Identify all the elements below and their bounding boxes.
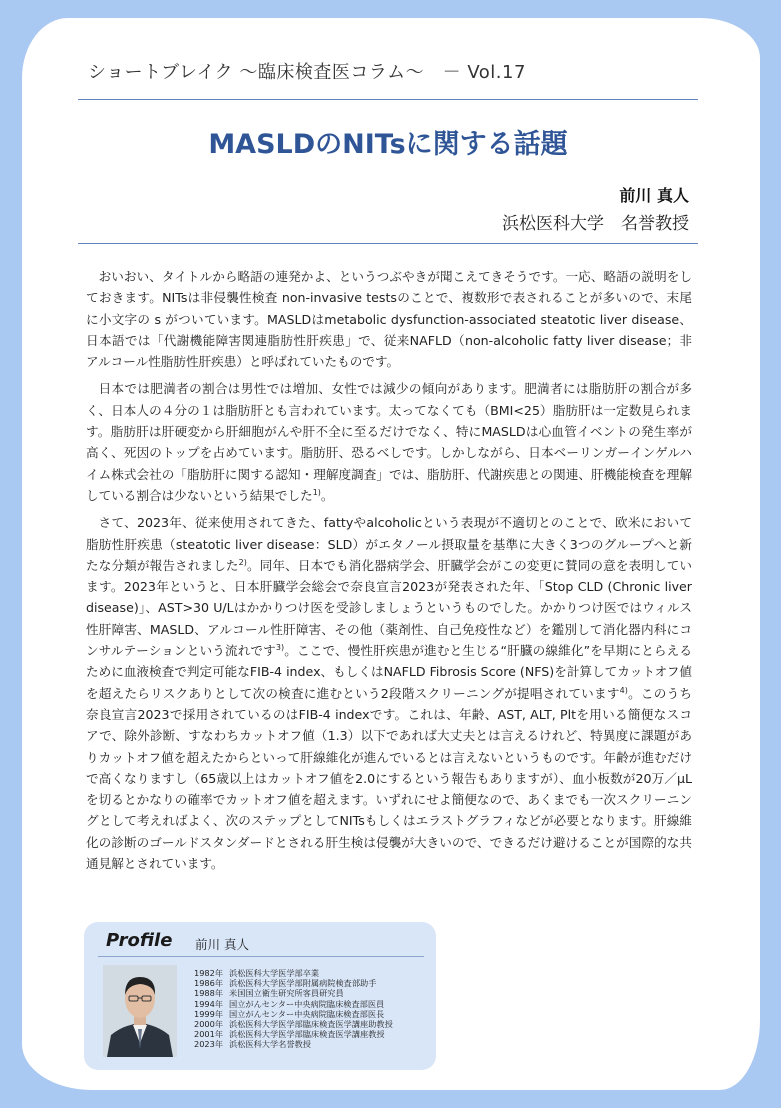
header-divider	[78, 99, 698, 100]
author-affiliation: 浜松医科大学 名誉教授	[502, 214, 689, 234]
career-text: 国立がんセンター中央病院臨床検査部医員	[229, 998, 385, 1009]
career-text: 浜松医科大学医学部臨床検査医学講座教授	[229, 1029, 385, 1040]
paragraph-3-part-d: 。このうち奈良宣言2023で採用されているのはFIB-4 indexです。これは、年齢、AST, ALT, Pltを用いる簡便なスコアで、除外診断、すなわちカットオフ値（1.3）以下であれば大丈夫とは言えるけれど、特異度に課題がありカットオフ値を超えたからといって肝線維化が進んでいるとは言えないというものです。年齢が進むだけで高くなりますし（65歳以上はカットオフ値を2.0にするという報告もありますが）、血小板数が20万／μLを切るとかなりの確率でカットオフ値を超えます。いずれにせよ簡便なので、あくまでも一次スクリーニングとして考えればよく、次のステップとしてNITsもしくはエラストグラフィなどが必要となります。肝線維化の診断のゴールドスタンダードとされる肝生検は侵襲が大きいので、できるだけ避けることが国際的な共通見解とされています。	[86, 685, 692, 872]
article-title: MASLDのNITsに関する話題	[208, 129, 568, 160]
career-item	[194, 978, 393, 988]
author-name: 前川 真人	[619, 186, 689, 205]
paragraph-1: おいおい、タイトルから略語の連発かよ、というつぶやきが聞こえてきそうです。一応、略語の説明をしておきます。NITsは非侵襲性検査 non-invasive testsのことで、複数形で表されることが多いので、末尾に小文字の s がついています。MASLDはmetabolic dysfunction-associated steatotic liver disease、日本語では「代謝機能障害関連脂肪性肝疾患」で、従来NAFLD（non-alcoholic fatty liver disease；非アルコール性脂肪性肝疾患）と呼ばれていたものです。	[86, 269, 692, 370]
career-text: 浜松医科大学医学部臨床検査医学講座助教授	[229, 1019, 393, 1030]
paragraph-3	[86, 512, 692, 874]
paragraph-2	[86, 378, 692, 506]
career-year: 1982年	[194, 968, 224, 978]
career-text: 米国国立衛生研究所客員研究員	[229, 988, 344, 999]
author-photo	[103, 965, 177, 1057]
paragraph-2-end: 。	[320, 487, 334, 503]
reference-1: 1)	[312, 487, 321, 497]
profile-label: Profile	[106, 930, 173, 951]
career-year: 2023年	[194, 1039, 224, 1050]
profile-divider	[98, 956, 424, 957]
career-item	[194, 999, 393, 1009]
career-year: 1986年	[194, 978, 224, 989]
career-year: 1994年	[194, 998, 224, 1009]
career-year: 2001年	[194, 1029, 224, 1040]
career-text: 浜松医科大学医学部卒業	[229, 968, 320, 978]
title-divider	[78, 243, 698, 244]
reference-4: 4)	[619, 685, 628, 695]
career-text: 浜松医科大学医学部附属病院検査部助手	[229, 978, 377, 989]
reference-3: 3)	[275, 642, 285, 652]
series-header: ショートブレイク 〜臨床検査医コラム〜 － Vol.17	[88, 62, 526, 83]
career-year: 1999年	[194, 1008, 224, 1019]
career-item	[194, 1029, 393, 1039]
article-body	[86, 266, 692, 880]
paragraph-3-part-c: 。ここで、慢性肝疾患が進むと生じる“肝臓の線維化”を早期にとらえるために血液検査で判定可能なFIB-4 index、もしくはNAFLD Fibrosis Score (NFS)を計算してカットオフ値を超えたらリスクありとして次の検査に進むという2段階スクリーニングが提唱されています	[86, 643, 693, 701]
career-text: 国立がんセンター中央病院臨床検査部医長	[229, 1008, 385, 1019]
career-item	[194, 1019, 393, 1029]
career-year: 2000年	[194, 1019, 224, 1030]
paragraph-3-part-b: 。同年、日本でも消化器病学会、肝臓学会がこの変更に賛同の意を表明しています。2023年というと、日本肝臓学会総会で奈良宣言2023が発表された年、「Stop CLD (Chronic liver disease)」、AST>30 U/Lはかかりつけ医を受診しましょうというものでした。かかりつけ医ではウィルス性肝障害、MASLD、アルコール性肝障害、その他（薬剤性、自己免疫性など）を鑑別して消化器内科にコンサルテーションという流れです	[86, 557, 692, 659]
career-item	[194, 968, 393, 978]
paragraph-3-part-a: さて、2023年、従来使用されてきた、fattyやalcoholicという表現が不適切とのことで、欧米において脂肪性肝疾患（steatotic liver disease：SLD）がエタノール摂取量を基準に大きく3つのグループへと新たな分類が報告されました	[86, 515, 692, 573]
paragraph-2-text: 日本では肥満者の割合は男性では増加、女性では減少の傾向があります。肥満者には脂肪肝の割合が多く、日本人の４分の１は脂肪肝とも言われています。太ってなくても（BMI<25）脂肪肝は一定数見られます。脂肪肝は肝硬変から肝細胞がんや肝不全に至るだけでなく、特にMASLDは心血管イベントの発生率が高く、死因のトップを占めています。脂肪肝、恐るべしです。しかしながら、日本ベーリンガーインゲルハイム株式会社の「脂肪肝に関する認知・理解度調査」では、脂肪肝、代謝疾患との関連、肝機能検査を理解している割合は少ないという結果でした	[86, 381, 692, 503]
profile-name: 前川 真人	[195, 937, 249, 952]
career-list	[194, 968, 393, 1050]
career-item	[194, 988, 393, 998]
career-item	[194, 1039, 393, 1049]
career-text: 浜松医科大学名誉教授	[229, 1039, 311, 1050]
career-year: 1988年	[194, 988, 224, 999]
profile-box	[84, 922, 436, 1070]
author-portrait-icon	[103, 965, 177, 1057]
career-item	[194, 1009, 393, 1019]
reference-2: 2)	[238, 557, 247, 567]
